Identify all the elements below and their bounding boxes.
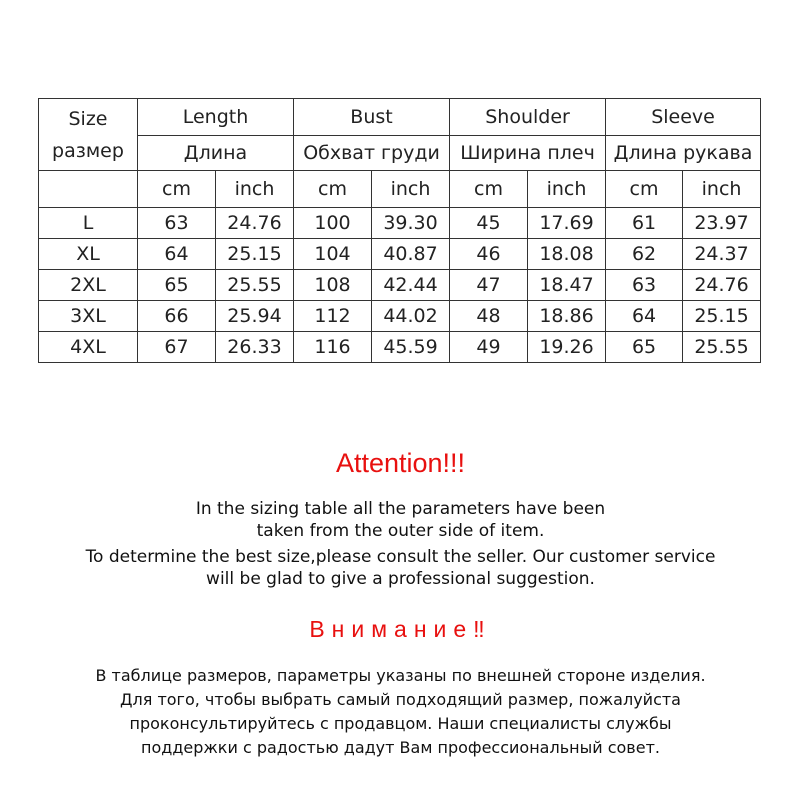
group-header-sleeve-ru: Длина рукава: [606, 136, 761, 171]
size-cell: L: [39, 208, 138, 239]
size-cell: 4XL: [39, 332, 138, 363]
ru-note-line: проконсультируйтесь с продавцом. Наши специалисты службы: [129, 714, 672, 733]
group-header-sleeve-en: Sleeve: [606, 99, 761, 136]
table-cell: 48: [450, 301, 528, 332]
table-cell: 45.59: [372, 332, 450, 363]
ru-note-line: В таблице размеров, параметры указаны по внешней стороне изделия.: [95, 666, 706, 685]
table-cell: 18.08: [528, 239, 606, 270]
table-cell: 17.69: [528, 208, 606, 239]
table-cell: 25.15: [216, 239, 294, 270]
unit-header: inch: [528, 171, 606, 208]
table-cell: 44.02: [372, 301, 450, 332]
table-cell: 18.86: [528, 301, 606, 332]
table-cell: 63: [606, 270, 683, 301]
table-cell: 116: [294, 332, 372, 363]
table-row: [39, 332, 761, 363]
table-cell: 108: [294, 270, 372, 301]
group-header-length-ru: Длина: [138, 136, 294, 171]
size-cell: XL: [39, 239, 138, 270]
table-row: [39, 208, 761, 239]
group-header-bust-ru: Обхват груди: [294, 136, 450, 171]
table-cell: 64: [606, 301, 683, 332]
unit-header: cm: [450, 171, 528, 208]
table-cell: 23.97: [683, 208, 761, 239]
attention-heading-ru: Внимание‼: [309, 616, 492, 642]
ru-note-line: Для того, чтобы выбрать самый подходящий размер, пожалуйста: [120, 690, 681, 709]
table-cell: 25.94: [216, 301, 294, 332]
table-cell: 25.55: [683, 332, 761, 363]
size-cell: 3XL: [39, 301, 138, 332]
table-cell: 65: [138, 270, 216, 301]
unit-header: cm: [138, 171, 216, 208]
table-cell: 19.26: [528, 332, 606, 363]
table-cell: 62: [606, 239, 683, 270]
table-cell: 25.15: [683, 301, 761, 332]
table-cell: 45: [450, 208, 528, 239]
en-note-line: To determine the best size,please consult the seller. Our customer service: [85, 547, 716, 567]
table-cell: 49: [450, 332, 528, 363]
table-cell: 18.47: [528, 270, 606, 301]
table-cell: 104: [294, 239, 372, 270]
table-cell: 26.33: [216, 332, 294, 363]
unit-header: cm: [294, 171, 372, 208]
en-note-line: taken from the outer side of item.: [256, 521, 545, 541]
group-header-shoulder-ru: Ширина плеч: [450, 136, 606, 171]
table-cell: 64: [138, 239, 216, 270]
size-table: [38, 98, 761, 363]
table-cell: 25.55: [216, 270, 294, 301]
size-header-en: Size: [68, 107, 108, 130]
table-cell: 100: [294, 208, 372, 239]
table-cell: 42.44: [372, 270, 450, 301]
table-cell: 24.76: [216, 208, 294, 239]
group-header-bust-en: Bust: [294, 99, 450, 136]
size-header-ru: размер: [52, 139, 124, 162]
table-cell: 40.87: [372, 239, 450, 270]
table-cell: 24.37: [683, 239, 761, 270]
table-row: [39, 239, 761, 270]
unit-header-blank: [39, 171, 138, 208]
en-note-line: will be glad to give a professional suggestion.: [206, 569, 595, 589]
table-cell: 112: [294, 301, 372, 332]
size-cell: 2XL: [39, 270, 138, 301]
table-cell: 61: [606, 208, 683, 239]
en-note-line: In the sizing table all the parameters have been: [195, 499, 606, 519]
unit-header: inch: [683, 171, 761, 208]
unit-header: inch: [216, 171, 294, 208]
table-row: [39, 270, 761, 301]
unit-header: cm: [606, 171, 683, 208]
table-cell: 66: [138, 301, 216, 332]
table-cell: 63: [138, 208, 216, 239]
table-row: [39, 301, 761, 332]
attention-heading: Attention!!!: [335, 448, 466, 478]
size-header: [39, 99, 138, 171]
unit-header: inch: [372, 171, 450, 208]
table-cell: 46: [450, 239, 528, 270]
table-cell: 67: [138, 332, 216, 363]
table-cell: 24.76: [683, 270, 761, 301]
table-cell: 65: [606, 332, 683, 363]
ru-note-line: поддержки с радостью дадут Вам профессиональный совет.: [141, 738, 660, 757]
table-cell: 39.30: [372, 208, 450, 239]
group-header-shoulder-en: Shoulder: [450, 99, 606, 136]
group-header-length-en: Length: [138, 99, 294, 136]
table-cell: 47: [450, 270, 528, 301]
